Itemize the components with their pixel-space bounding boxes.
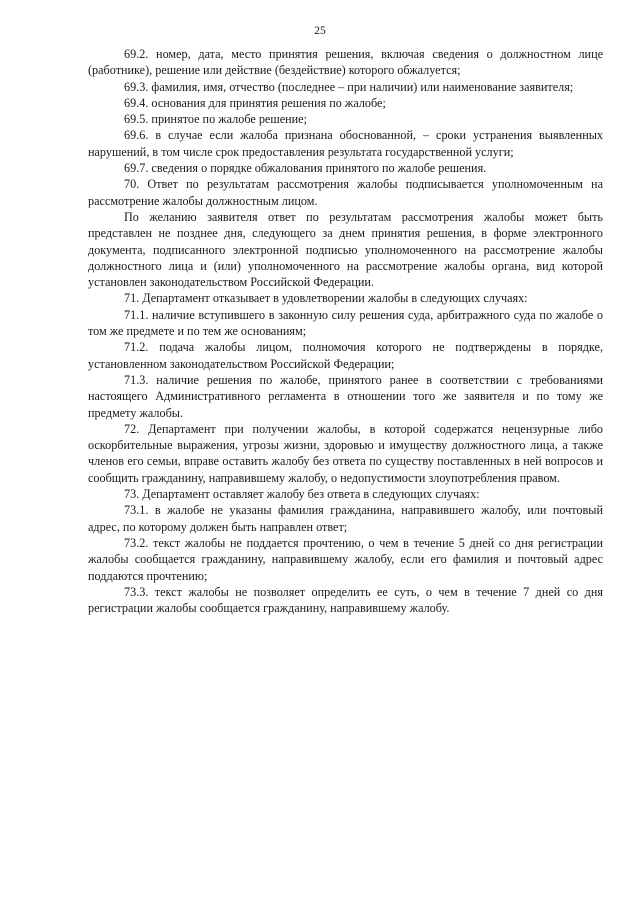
paragraph-69-7: 69.7. сведения о порядке обжалования принятого по жалобе решения.: [124, 161, 487, 176]
paragraph-69-2: 69.2. номер, дата, место принятия решения, включая сведения о должностном лице (работнике), решение или действие (бездействие) которого обжалуется;: [88, 47, 603, 78]
paragraph-69-3: 69.3. фамилия, имя, отчество (последнее – при наличии) или наименование заявителя;: [124, 79, 574, 94]
paragraph-70: 70. Ответ по результатам рассмотрения жалобы подписывается уполномоченным на рассмотрение жалобы должностным лицом.: [88, 177, 603, 208]
paragraph-73-2: 73.2. текст жалобы не поддается прочтению, о чем в течение 5 дней со дня регистрации жалобы сообщается гражданину, направившему жалобу, если его фамилия и почтовый адрес поддаются прочтению;: [88, 535, 603, 583]
paragraph-71-2: 71.2. подача жалобы лицом, полномочия которого не подтверждены в порядке, установленном законодательством Российской Федерации;: [88, 340, 603, 371]
page-number: 25: [314, 25, 326, 37]
paragraph-73: 73. Департамент оставляет жалобу без ответа в следующих случаях:: [124, 487, 480, 502]
paragraph-69-4: 69.4. основания для принятия решения по жалобе;: [124, 95, 386, 110]
paragraph-71-1: 71.1. наличие вступившего в законную силу решения суда, арбитражного суда по жалобе о том же предмете и по тем же основаниям;: [88, 307, 603, 339]
paragraph-70-electronic-response: По желанию заявителя ответ по результатам рассмотрения жалобы может быть представлен не позднее дня, следующего за днем принятия решения, в форме электронного документа, подписанного электронной подписью уполномоченного на рассмотрение жалобы должностного лица и (или) уполномоченного на рассмотрение жалобы органа, вид которой установлен законодательством Российской Федерации.: [88, 209, 603, 290]
paragraph-71-3: 71.3. наличие решения по жалобе, принятого ранее в соответствии с требованиями настоящего Административного регламента в отношении того же заявителя и по тому же предмету жалобы.: [88, 372, 603, 420]
paragraph-73-3: 73.3. текст жалобы не позволяет определить ее суть, о чем в течение 7 дней со дня регистрации жалобы сообщается гражданину, направившему жалобу.: [88, 584, 603, 616]
document-body: [88, 46, 603, 616]
paragraph-71: 71. Департамент отказывает в удовлетворении жалобы в следующих случаях:: [124, 291, 528, 306]
paragraph-69-6: 69.6. в случае если жалоба признана обоснованной, – сроки устранения выявленных нарушений, в том числе срок предоставления результата государственной услуги;: [88, 128, 603, 159]
paragraph-72: 72. Департамент при получении жалобы, в которой содержатся нецензурные либо оскорбительные выражения, угрозы жизни, здоровью и имуществу должностного лица, а также членов его семьи, вправе оставить жалобу без ответа по существу поставленных в ней вопросов и сообщить гражданину, направившему жалобу, о недопустимости злоупотребления правом.: [88, 421, 603, 485]
paragraph-69-5: 69.5. принятое по жалобе решение;: [124, 112, 307, 127]
paragraph-73-1: 73.1. в жалобе не указаны фамилия гражданина, направившего жалобу, или почтовый адрес, по которому должен быть направлен ответ;: [88, 503, 603, 534]
